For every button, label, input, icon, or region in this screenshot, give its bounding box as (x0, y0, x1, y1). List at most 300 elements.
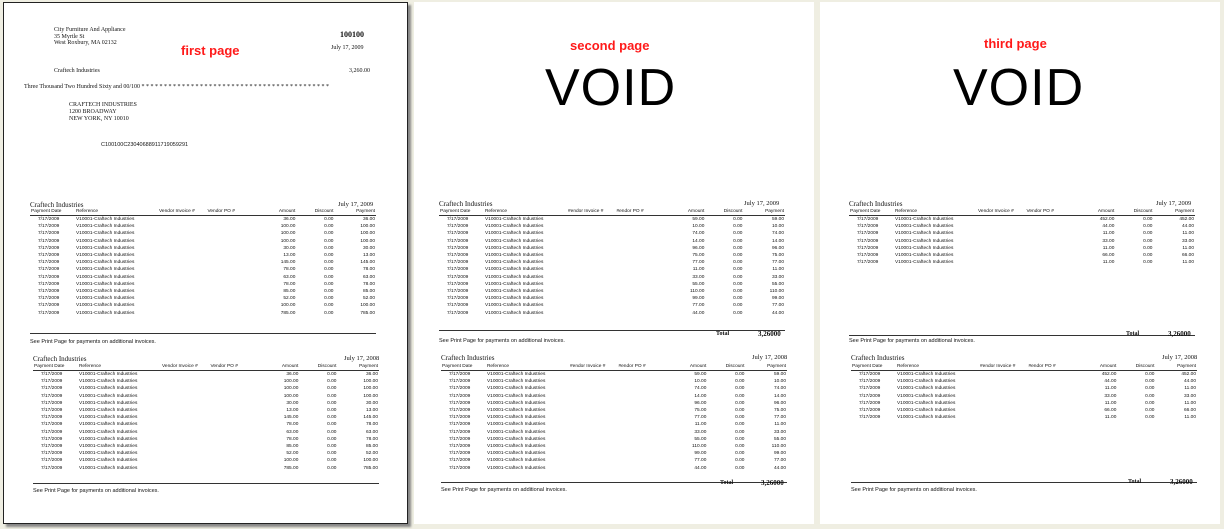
table-cell (209, 421, 254, 428)
column-header: Reference (486, 363, 569, 371)
table-cell (209, 407, 254, 414)
table-cell (161, 429, 209, 436)
table-row (30, 223, 376, 230)
table-cell: 10.00 (692, 224, 705, 230)
table-cell (1027, 407, 1072, 414)
table-cell: V10001-Craftech Industries (78, 444, 138, 450)
table-cell: 0.00 (733, 238, 743, 244)
table-cell: 100.00 (283, 458, 299, 464)
table-row (30, 266, 376, 273)
table-cell (615, 281, 660, 288)
table-cell: 100.00 (280, 303, 296, 309)
table-cell (1025, 216, 1070, 224)
table-cell: 0.00 (735, 444, 745, 450)
table-cell: 78.00 (283, 267, 296, 273)
stub-total-value: 3,26000 (1170, 478, 1193, 486)
table-cell: 7/17/2009 (449, 451, 471, 457)
table-cell: 0.00 (733, 310, 743, 316)
table-row (849, 259, 1195, 266)
table-cell: 30.00 (365, 400, 378, 406)
table-cell: 0.00 (324, 231, 334, 237)
column-header: Payment (745, 363, 787, 371)
table-cell: 7/17/2009 (449, 429, 471, 435)
table-cell: 785.00 (360, 310, 375, 316)
table-cell: 0.00 (735, 400, 745, 406)
table-cell: 0.00 (324, 274, 334, 280)
table-cell: 785.00 (283, 465, 299, 471)
table-cell: 36.00 (283, 217, 296, 222)
table-cell (158, 266, 206, 273)
table-cell (567, 288, 615, 295)
table-cell: 85.00 (286, 444, 299, 450)
table-cell: 145.00 (280, 260, 296, 266)
table-cell: 77.00 (692, 303, 705, 309)
table-cell: 100.00 (360, 224, 375, 230)
table-cell: 7/17/2009 (38, 274, 60, 280)
table-cell: 74.00 (771, 231, 784, 237)
table-row (30, 252, 376, 259)
table-cell: V10001-Craftech Industries (78, 436, 138, 442)
table-cell: V10001-Craftech Industries (894, 224, 954, 230)
table-cell (1027, 385, 1072, 392)
table-row (33, 421, 379, 428)
table-cell: 785.00 (280, 310, 296, 316)
table-cell: V10001-Craftech Industries (486, 372, 546, 377)
caption-second-page: second page (570, 38, 650, 53)
stub-vendor-name: Craftech Industries (441, 354, 495, 362)
table-cell: 0.00 (735, 451, 745, 457)
table-cell: 66.00 (1104, 408, 1117, 414)
table-cell (617, 393, 662, 400)
table-cell: 44.00 (773, 465, 786, 471)
table-cell: 0.00 (733, 231, 743, 237)
table-cell: 74.00 (773, 386, 786, 392)
table-cell: 0.00 (324, 310, 334, 316)
table-cell (617, 443, 662, 450)
table-cell (1027, 378, 1072, 385)
column-header: Vendor PO # (1025, 208, 1070, 216)
table-cell: 100.00 (283, 386, 299, 392)
table-cell: V10001-Craftech Industries (75, 274, 135, 280)
table-cell: 0.00 (1145, 379, 1155, 385)
table-cell: 0.00 (327, 429, 337, 435)
table-cell: 0.00 (324, 253, 334, 259)
column-header: Vendor Invoice # (977, 208, 1025, 216)
table-cell (1025, 245, 1070, 252)
table-cell: 0.00 (324, 296, 334, 302)
table-cell: 0.00 (327, 415, 337, 421)
table-cell: V10001-Craftech Industries (78, 458, 138, 464)
table-cell (617, 457, 662, 464)
table-cell: 33.00 (692, 274, 705, 280)
table-cell: V10001-Craftech Industries (486, 386, 546, 392)
table-cell: 7/17/2009 (41, 386, 63, 392)
table-row (33, 414, 379, 421)
table-cell: 78.00 (362, 281, 375, 287)
table-cell (158, 281, 206, 288)
table-cell: 10.00 (771, 224, 784, 230)
table-cell (615, 274, 660, 281)
table-cell: 59.00 (692, 217, 705, 222)
table-cell (209, 443, 254, 450)
table-cell: 85.00 (362, 289, 375, 295)
payment-table (849, 208, 1195, 266)
table-cell: 33.00 (771, 274, 784, 280)
table-cell: V10001-Craftech Industries (78, 393, 138, 399)
table-cell: 7/17/2009 (857, 224, 879, 230)
void-stamp: VOID (953, 59, 1085, 117)
company-name: City Furniture And Appliance (54, 27, 126, 33)
table-row (439, 252, 785, 259)
table-cell: V10001-Craftech Industries (75, 224, 135, 230)
table-cell: 0.00 (1143, 224, 1153, 230)
payment-table (441, 363, 787, 472)
company-street: 35 Myrtle St (54, 33, 85, 40)
table-cell: 7/17/2009 (447, 274, 469, 280)
table-cell (161, 414, 209, 421)
table-cell: 0.00 (324, 267, 334, 273)
table-row (441, 385, 787, 392)
table-cell: 11.00 (774, 422, 786, 428)
table-cell: 7/17/2009 (857, 260, 879, 266)
table-cell: 7/17/2009 (38, 224, 60, 230)
table-cell (158, 274, 206, 281)
table-cell: 0.00 (327, 465, 337, 471)
table-cell (567, 252, 615, 259)
stub-vendor-name: Craftech Industries (30, 201, 84, 209)
table-cell (161, 450, 209, 457)
table-cell: V10001-Craftech Industries (484, 245, 544, 251)
table-cell: 0.00 (324, 217, 334, 222)
check-page-first (3, 2, 408, 524)
stub-vendor-name: Craftech Industries (849, 200, 903, 208)
table-row (30, 245, 376, 252)
table-cell: V10001-Craftech Industries (894, 231, 954, 237)
table-cell: 11.00 (692, 267, 705, 273)
table-header-row (441, 363, 787, 371)
column-header: Payment (1155, 363, 1197, 371)
table-cell (979, 371, 1027, 379)
table-cell: 145.00 (363, 415, 378, 421)
table-row (849, 230, 1195, 237)
column-header: Discount (299, 363, 337, 371)
table-cell: 14.00 (694, 393, 707, 399)
table-cell (617, 414, 662, 421)
payee-address (69, 102, 137, 123)
table-cell: 11.00 (1182, 231, 1194, 237)
table-cell (206, 245, 251, 252)
column-header: Discount (705, 208, 743, 216)
table-cell (569, 414, 617, 421)
table-cell (209, 378, 254, 385)
table-cell: 0.00 (733, 217, 743, 222)
table-cell: 52.00 (365, 451, 378, 457)
table-cell: V10001-Craftech Industries (75, 217, 135, 222)
table-cell: 7/17/2009 (38, 260, 60, 266)
caption-first-page: first page (181, 43, 240, 58)
table-cell: 7/17/2009 (41, 372, 63, 377)
table-cell: 0.00 (1143, 260, 1153, 266)
table-cell: 99.00 (771, 296, 784, 302)
table-cell: 11.00 (1102, 260, 1115, 266)
stub-divider (851, 482, 1197, 483)
table-cell: V10001-Craftech Industries (484, 238, 544, 244)
stub-date: July 17, 2009 (338, 201, 374, 208)
table-cell: 0.00 (735, 465, 745, 471)
table-cell: 110.00 (690, 289, 705, 295)
table-row (441, 407, 787, 414)
table-cell: 0.00 (1143, 245, 1153, 251)
column-header: #endor PO # (615, 208, 660, 216)
table-cell (615, 230, 660, 237)
table-cell: V10001-Craftech Industries (896, 386, 956, 392)
table-row (849, 252, 1195, 259)
table-cell: 0.00 (735, 379, 745, 385)
table-cell: V10001-Craftech Industries (894, 238, 954, 244)
table-cell (617, 465, 662, 472)
column-header: Payment Date (33, 363, 78, 371)
table-cell: 7/17/2009 (38, 217, 60, 222)
table-header-row (439, 208, 785, 216)
column-header: Reference (484, 208, 567, 216)
table-cell: 7/17/2009 (449, 422, 471, 428)
table-cell: 0.00 (735, 393, 745, 399)
table-cell (161, 436, 209, 443)
table-cell (209, 450, 254, 457)
table-cell: 0.00 (327, 444, 337, 450)
column-header: Payment (743, 208, 785, 216)
table-cell: 0.00 (1145, 386, 1155, 392)
table-cell: 7/17/2009 (449, 458, 471, 464)
column-header: Amount (1072, 363, 1117, 371)
table-cell: 0.00 (327, 379, 337, 385)
table-cell: V10001-Craftech Industries (484, 231, 544, 237)
table-cell (1025, 223, 1070, 230)
column-header: Vendor Invoice # (161, 363, 209, 371)
table-cell (615, 259, 660, 266)
table-cell: 96.00 (773, 400, 786, 406)
table-cell (617, 385, 662, 392)
table-cell: V10001-Craftech Industries (486, 379, 546, 385)
table-row (33, 443, 379, 450)
table-cell (569, 407, 617, 414)
table-cell: 33.00 (694, 429, 707, 435)
table-cell: 0.00 (324, 289, 334, 295)
table-row (33, 407, 379, 414)
table-row (439, 238, 785, 245)
table-row (30, 259, 376, 266)
table-cell (158, 302, 206, 309)
table-cell: 14.00 (773, 393, 786, 399)
column-header: Payment Date (849, 208, 894, 216)
table-cell: 30.00 (362, 245, 375, 251)
table-cell: 52.00 (283, 296, 296, 302)
table-cell (617, 400, 662, 407)
table-cell: 7/17/2009 (449, 465, 471, 471)
table-cell: 0.00 (733, 303, 743, 309)
table-cell: 7/17/2009 (447, 245, 469, 251)
table-cell (206, 216, 251, 224)
table-cell (569, 457, 617, 464)
stub-vendor-name: Craftech Industries (439, 200, 493, 208)
table-cell: V10001-Craftech Industries (78, 465, 138, 471)
stub-divider (30, 333, 376, 334)
table-cell: 0.00 (735, 415, 745, 421)
table-cell: 100.00 (360, 231, 375, 237)
column-header: Vendor PO # (209, 363, 254, 371)
table-cell: 78.00 (283, 281, 296, 287)
table-cell: V10001-Craftech Industries (484, 303, 544, 309)
table-cell (977, 252, 1025, 259)
table-cell (615, 310, 660, 317)
table-cell: 7/17/2009 (447, 296, 469, 302)
table-cell (206, 223, 251, 230)
table-cell: V10001-Craftech Industries (486, 451, 546, 457)
column-header: Reference (75, 208, 158, 216)
table-cell: 52.00 (286, 451, 299, 457)
table-cell (569, 400, 617, 407)
table-cell (569, 378, 617, 385)
table-cell: 11.00 (1184, 386, 1196, 392)
stub-date: July 17, 2008 (752, 354, 788, 361)
table-cell: 7/17/2009 (857, 217, 879, 222)
table-cell: 13.00 (362, 253, 375, 259)
table-cell: 44.00 (771, 310, 784, 316)
caption-third-page: third page (984, 36, 1047, 51)
table-row (439, 245, 785, 252)
table-cell (569, 421, 617, 428)
table-cell: V10001-Craftech Industries (896, 415, 956, 421)
table-cell (617, 436, 662, 443)
table-cell: V10001-Craftech Industries (75, 310, 135, 316)
table-cell: 33.00 (1181, 238, 1194, 244)
table-cell (1027, 393, 1072, 400)
table-cell: 11.00 (1182, 260, 1194, 266)
table-cell: 85.00 (283, 289, 296, 295)
column-header: Vendor Invoice # (158, 208, 206, 216)
table-cell: 100.00 (363, 458, 378, 464)
table-row (439, 259, 785, 266)
table-cell: 7/17/2009 (38, 310, 60, 316)
table-cell (209, 371, 254, 379)
table-cell: 7/17/2009 (38, 296, 60, 302)
table-header-row (33, 363, 379, 371)
table-row (441, 450, 787, 457)
table-cell (161, 400, 209, 407)
table-cell (617, 450, 662, 457)
table-cell (567, 302, 615, 309)
check-number: 100100 (340, 30, 364, 39)
stub-total-label: Total (716, 331, 730, 337)
table-cell: V10001-Craftech Industries (78, 451, 138, 457)
table-cell: 99.00 (694, 451, 707, 457)
table-cell: 44.00 (1183, 379, 1196, 385)
table-cell: 66.00 (1181, 253, 1194, 259)
stub-total-value: 3,26000 (1168, 330, 1191, 338)
table-cell: 7/17/2009 (449, 379, 471, 385)
table-cell (206, 252, 251, 259)
table-cell: 0.00 (324, 281, 334, 287)
table-cell: 36.00 (365, 372, 378, 377)
table-cell: 0.00 (735, 458, 745, 464)
table-cell: 30.00 (283, 245, 296, 251)
table-cell (1025, 230, 1070, 237)
table-cell: 7/17/2009 (449, 444, 471, 450)
table-cell: 77.00 (771, 303, 784, 309)
table-cell: V10001-Craftech Industries (78, 408, 138, 414)
table-row (441, 429, 787, 436)
table-cell: 0.00 (733, 253, 743, 259)
table-cell: 36.00 (362, 217, 375, 222)
table-cell: 0.00 (324, 245, 334, 251)
table-cell: 452.00 (1179, 217, 1194, 222)
table-cell: 7/17/2009 (41, 400, 63, 406)
table-cell: 7/17/2009 (447, 217, 469, 222)
table-cell: V10001-Craftech Industries (896, 400, 956, 406)
table-cell: 7/17/2009 (859, 408, 881, 414)
column-header: Payment (334, 208, 376, 216)
table-cell: 7/17/2009 (38, 281, 60, 287)
table-cell: V10001-Craftech Industries (78, 372, 138, 377)
table-cell (158, 295, 206, 302)
column-header: Discount (1117, 363, 1155, 371)
table-cell: 11.00 (1184, 400, 1196, 406)
table-cell: 7/17/2009 (41, 379, 63, 385)
table-cell (977, 216, 1025, 224)
table-cell: 0.00 (324, 224, 334, 230)
table-cell: 100.00 (283, 393, 299, 399)
table-row (33, 465, 379, 472)
table-cell: 0.00 (1143, 217, 1153, 222)
company-address (54, 27, 126, 47)
table-cell: 0.00 (327, 386, 337, 392)
table-cell: 0.00 (327, 393, 337, 399)
table-cell (158, 310, 206, 317)
table-cell (569, 443, 617, 450)
table-cell: 7/17/2009 (449, 393, 471, 399)
table-cell: 0.00 (327, 408, 337, 414)
table-cell: 85.00 (365, 444, 378, 450)
table-cell (158, 259, 206, 266)
table-cell: 78.00 (286, 436, 299, 442)
table-cell: 7/17/2009 (447, 238, 469, 244)
table-cell: 100.00 (363, 393, 378, 399)
table-cell (617, 429, 662, 436)
table-cell: 77.00 (694, 458, 707, 464)
table-cell: V10001-Craftech Industries (75, 238, 135, 244)
table-cell: 74.00 (694, 386, 707, 392)
table-cell (161, 457, 209, 464)
payee-address-line-2: 1200 BROADWAY (69, 109, 117, 115)
stub-total-value: 3,26000 (761, 479, 784, 487)
table-cell: 7/17/2009 (859, 372, 881, 377)
table-cell: 66.00 (1183, 408, 1196, 414)
table-row (33, 457, 379, 464)
table-cell (1025, 259, 1070, 266)
column-header: Discount (1115, 208, 1153, 216)
table-cell: 100.00 (280, 238, 296, 244)
table-cell (206, 238, 251, 245)
table-cell: 66.00 (1102, 253, 1115, 259)
table-cell (206, 295, 251, 302)
table-cell: 78.00 (286, 422, 299, 428)
table-cell: 7/17/2009 (38, 267, 60, 273)
stub-total-label: Total (1126, 331, 1140, 337)
table-cell: V10001-Craftech Industries (486, 458, 546, 464)
table-row (33, 393, 379, 400)
table-cell: V10001-Craftech Industries (78, 422, 138, 428)
table-cell (977, 238, 1025, 245)
